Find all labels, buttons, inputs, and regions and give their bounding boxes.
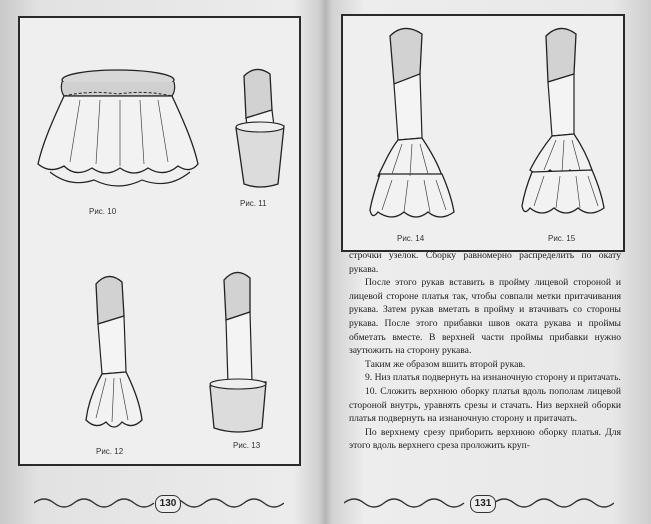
figure-13-sleeve-cuff xyxy=(204,266,274,436)
paragraph-1: строчки узелок. Сборку равномерно распределить по окату рукава. xyxy=(349,250,621,275)
right-page-body xyxy=(349,249,621,453)
left-page-number: 130 xyxy=(155,495,181,513)
figure-11-caption: Рис. 11 xyxy=(240,199,267,208)
figure-13-caption: Рис. 13 xyxy=(233,441,261,450)
figure-10-caption: Рис. 10 xyxy=(89,207,117,216)
paragraph-4: 9. Низ платья подвернуть на изнаночную сторону и притачать. xyxy=(365,372,621,384)
figure-10-skirt xyxy=(30,66,205,196)
paragraph-2: После этого рукав вставить в пройму лицевой стороной и лицевой стороне платья так, чтобы совпали метки притачивания рукава. Затем рукав вметать в пройму и втачивать со стороны рукава. После этого прибавки швов оката рукава и проймы обметать вместе. В верхней части проймы прибавки нужно заутюжить на сторону рукава. xyxy=(349,277,621,357)
figure-14-sleeve-double-frill xyxy=(368,26,458,226)
figure-12-caption: Рис. 12 xyxy=(96,447,124,456)
figure-15-sleeve-double-frill xyxy=(518,26,608,226)
paragraph-6: По верхнему срезу приборить верхнюю оборку платья. Для этого вдоль верхнего среза проложить круп- xyxy=(349,426,621,452)
figure-14-caption: Рис. 14 xyxy=(397,234,425,243)
figure-12-sleeve-frill xyxy=(78,270,148,440)
figure-15-caption: Рис. 15 xyxy=(548,234,576,243)
right-page-number: 131 xyxy=(470,495,496,513)
paragraph-5: 10. Сложить верхнюю оборку платья вдоль пополам лицевой стороной внутрь, уравнять срезы и стачать. Низ верхней оборки платья подвернуть на изнаночную сторону и притачать. xyxy=(349,385,621,425)
figure-11-sleeve xyxy=(230,66,290,191)
paragraph-3: Таким же образом вшить второй рукав. xyxy=(365,358,526,370)
